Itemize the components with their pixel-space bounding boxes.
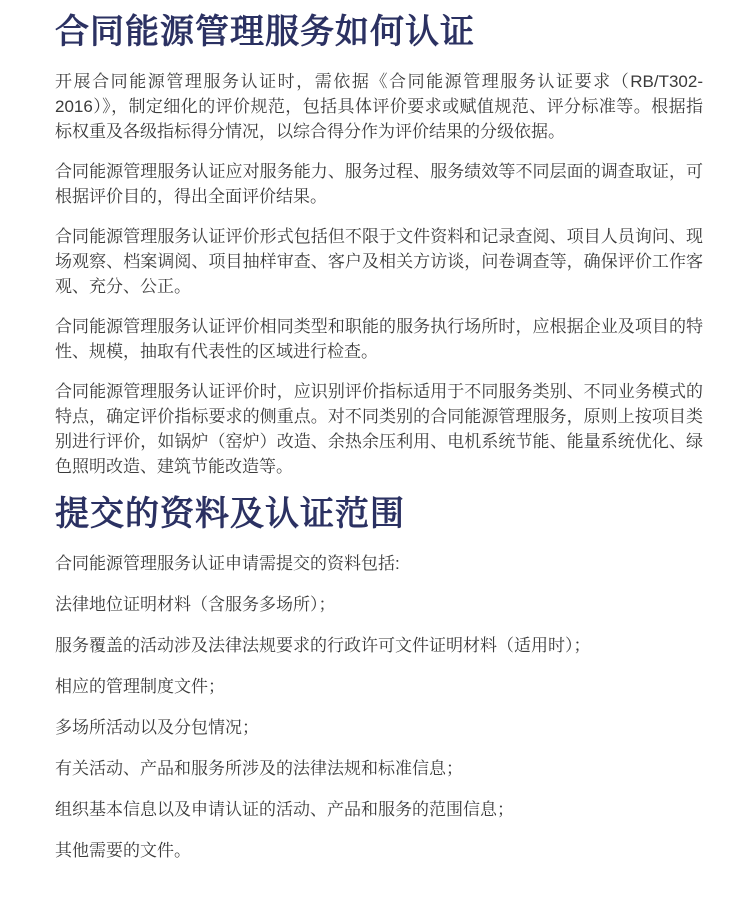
paragraph-materials-intro: 合同能源管理服务认证申请需提交的资料包括: xyxy=(55,553,400,573)
list-item-laws-standards-info: 有关活动、产品和服务所涉及的法律法规和标准信息； xyxy=(55,758,463,778)
list-item-management-system-docs: 相应的管理制度文件； xyxy=(55,676,225,696)
list-item-multisite-subcontract: 多场所活动以及分包情况； xyxy=(55,717,259,737)
paragraph-indicator-focus: 合同能源管理服务认证评价时，应识别评价指标适用于不同服务类别、不同业务模式的特点，确定评价指标要求的侧重点。对不同类别的合同能源管理服务，原则上按项目类别进行评价，如锅炉（窑炉）改造、余热余压利用、电机系统节能、能量系统优化、绿色照明改造、建筑节能改造等。 xyxy=(55,381,703,476)
paragraph-basis: 开展合同能源管理服务认证时，需依据《合同能源管理服务认证要求（RB/T302-2016）》，制定细化的评价规范，包括具体评价要求或赋值规范、评分标准等。根据指标权重及各级指标得分情况，以综合得分作为评价结果的分级依据。 xyxy=(55,71,703,141)
paragraph-evidence: 合同能源管理服务认证应对服务能力、服务过程、服务绩效等不同层面的调查取证，可根据评价目的，得出全面评价结果。 xyxy=(55,161,703,206)
list-item-other-docs: 其他需要的文件。 xyxy=(55,840,191,860)
section-how-to-certify xyxy=(55,12,703,479)
section-materials-scope xyxy=(55,494,703,863)
paragraph-sampling: 合同能源管理服务认证评价相同类型和职能的服务执行场所时，应根据企业及项目的特性、规模，抽取有代表性的区域进行检查。 xyxy=(55,316,703,361)
paragraph-evaluation-forms: 合同能源管理服务认证评价形式包括但不限于文件资料和记录查阅、项目人员询问、现场观察、档案调阅、项目抽样审查、客户及相关方访谈，问卷调查等，确保评价工作客观、充分、公正。 xyxy=(55,226,703,296)
list-item-admin-permits: 服务覆盖的活动涉及法律法规要求的行政许可文件证明材料（适用时）； xyxy=(55,635,591,655)
list-item-org-scope-info: 组织基本信息以及申请认证的活动、产品和服务的范围信息； xyxy=(55,799,514,819)
section-heading-materials-scope: 提交的资料及认证范围 xyxy=(55,494,405,533)
section-heading-how-to-certify: 合同能源管理服务如何认证 xyxy=(55,13,475,51)
list-item-legal-status: 法律地位证明材料（含服务多场所）； xyxy=(55,594,336,614)
